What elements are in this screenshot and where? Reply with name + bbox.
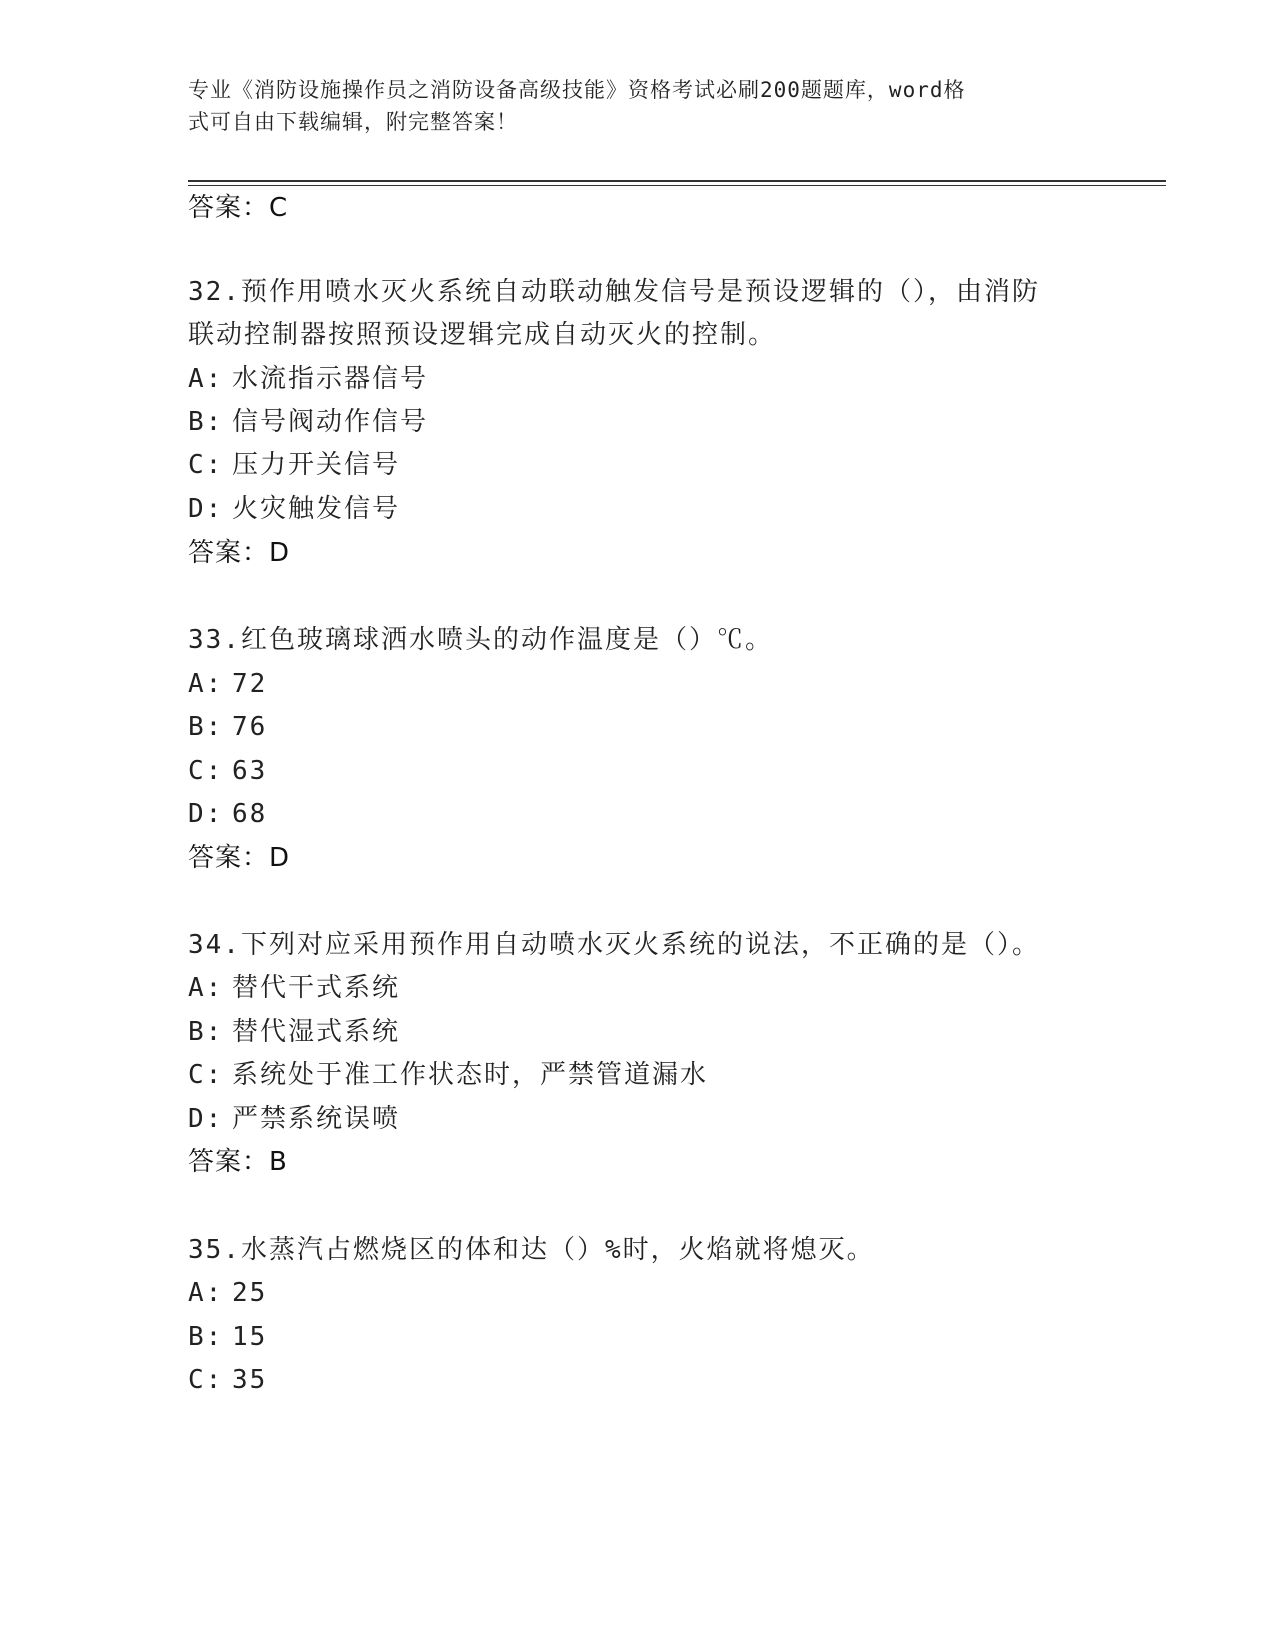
option-text: 68 [232, 799, 268, 829]
question-35-option-b [188, 1321, 267, 1353]
option-key: C: [188, 1060, 224, 1090]
option-text: 火灾触发信号 [232, 494, 401, 524]
option-key: B: [188, 712, 224, 742]
question-35-option-c [188, 1364, 267, 1396]
option-text: 系统处于准工作状态时，严禁管道漏水 [232, 1060, 709, 1090]
question-34-answer: 答案：B [188, 1147, 288, 1177]
option-key: D: [188, 494, 224, 524]
option-text: 压力开关信号 [232, 450, 401, 480]
question-35-stem: 35.水蒸汽占燃烧区的体和达（）%时，火焰就将熄灭。 [188, 1235, 875, 1265]
question-32-answer: 答案：D [188, 538, 291, 568]
option-key: B: [188, 1017, 224, 1047]
question-32-stem-line-2: 联动控制器按照预设逻辑完成自动灭火的控制。 [188, 320, 777, 350]
option-text: 替代湿式系统 [232, 1017, 401, 1047]
document-header [188, 74, 1088, 138]
option-text: 35 [232, 1365, 268, 1395]
question-32-option-a [188, 363, 428, 395]
option-text: 15 [232, 1322, 268, 1352]
header-line-2: 式可自由下载编辑，附完整答案！ [188, 110, 518, 134]
question-33-stem: 33.红色玻璃球洒水喷头的动作温度是（）℃。 [188, 625, 773, 655]
option-text: 替代干式系统 [232, 973, 401, 1003]
question-32-option-c [188, 449, 400, 481]
question-34-option-b [188, 1016, 400, 1048]
option-key: C: [188, 756, 224, 786]
option-key: D: [188, 799, 224, 829]
option-key: A: [188, 1278, 224, 1308]
question-34-stem: 34.下列对应采用预作用自动喷水灭火系统的说法，不正确的是（）。 [188, 930, 1040, 960]
option-key: C: [188, 450, 224, 480]
option-text: 严禁系统误喷 [232, 1104, 401, 1134]
question-33-option-b [188, 711, 267, 743]
option-text: 76 [232, 712, 268, 742]
option-text: 63 [232, 756, 268, 786]
question-33-option-d [188, 798, 267, 830]
question-35-option-a [188, 1277, 267, 1309]
option-key: B: [188, 1322, 224, 1352]
question-32-stem-line-1: 32.预作用喷水灭火系统自动联动触发信号是预设逻辑的（），由消防 [188, 277, 1040, 307]
question-32-option-d [188, 493, 400, 525]
option-key: C: [188, 1365, 224, 1395]
option-text: 72 [232, 669, 268, 699]
header-divider-thick [188, 180, 1166, 182]
option-text: 水流指示器信号 [232, 364, 429, 394]
option-text: 信号阀动作信号 [232, 407, 429, 437]
question-34-option-c [188, 1059, 708, 1091]
question-34-option-d [188, 1103, 400, 1135]
option-key: D: [188, 1104, 224, 1134]
previous-answer: 答案：C [188, 193, 289, 223]
question-33-answer: 答案：D [188, 843, 291, 873]
question-33-option-a [188, 668, 267, 700]
option-key: A: [188, 669, 224, 699]
question-34-option-a [188, 972, 400, 1004]
option-key: A: [188, 364, 224, 394]
option-key: A: [188, 973, 224, 1003]
question-32-option-b [188, 406, 428, 438]
question-33-option-c [188, 755, 267, 787]
header-divider-thin [188, 185, 1166, 186]
option-key: B: [188, 407, 224, 437]
header-line-1: 专业《消防设施操作员之消防设备高级技能》资格考试必刷200题题库，word格 [188, 78, 966, 102]
option-text: 25 [232, 1278, 268, 1308]
